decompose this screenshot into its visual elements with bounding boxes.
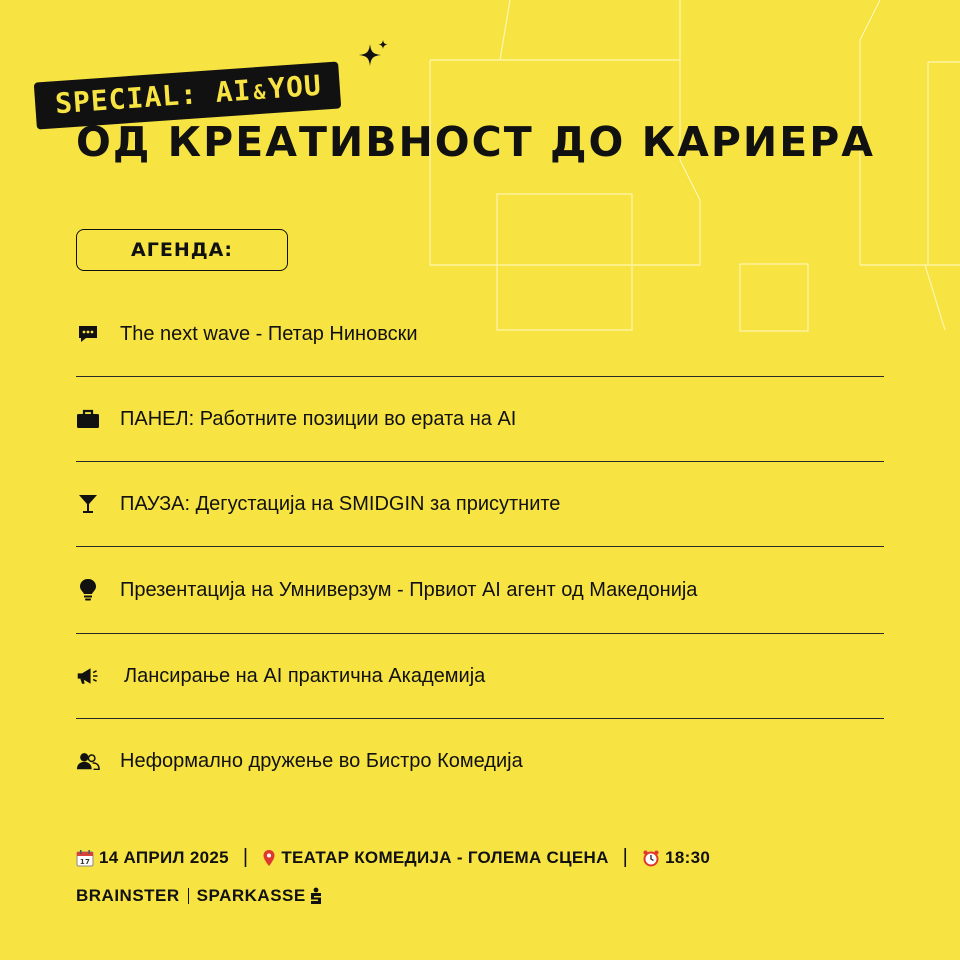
agenda-item-text: Неформално дружење во Бистро Комедија — [120, 749, 523, 772]
briefcase-icon — [76, 407, 100, 431]
sparkle-icon — [356, 38, 392, 74]
chat-bubble-icon — [76, 322, 100, 346]
agenda-item — [76, 314, 884, 354]
calendar-icon — [76, 849, 94, 867]
megaphone-icon — [76, 664, 100, 688]
divider — [76, 461, 884, 462]
sparkasse-logo: SPARKASSE — [196, 886, 306, 905]
logo-divider — [188, 888, 189, 904]
badge-text-part1: SPECIAL: AI — [54, 73, 253, 121]
separator: | — [242, 846, 249, 868]
badge-text-part2: YOU — [267, 68, 323, 106]
people-icon — [76, 749, 100, 773]
lightbulb-icon — [76, 578, 100, 602]
brainster-logo: BRAINSTER — [76, 886, 180, 905]
location-pin-icon — [262, 849, 276, 867]
sponsor-logos — [76, 886, 323, 906]
cocktail-glass-icon — [76, 492, 100, 516]
svg-text:17: 17 — [79, 857, 91, 866]
agenda-item — [76, 656, 884, 696]
divider — [76, 718, 884, 719]
agenda-label — [76, 229, 288, 271]
event-location: ТЕАТАР КОМЕДИЈА - ГОЛЕМА СЦЕНА — [281, 847, 609, 867]
divider — [76, 546, 884, 547]
agenda-item-text: Лансирање на AI практична Академија — [124, 664, 486, 687]
agenda-label-text: АГЕНДА: — [131, 239, 233, 261]
event-info — [76, 846, 710, 869]
agenda-item — [76, 570, 884, 610]
agenda-item-text: ПАУЗА: Дегустација на SMIDGIN за присутните — [120, 492, 561, 515]
divider — [76, 633, 884, 634]
sparkasse-s-icon — [309, 887, 323, 905]
event-date: 14 АПРИЛ 2025 — [99, 847, 229, 867]
agenda-item-text: ПАНЕЛ: Работните позиции во ерата на AI — [120, 407, 517, 430]
separator: | — [622, 846, 629, 868]
alarm-clock-icon — [642, 849, 660, 867]
badge-ampersand: & — [252, 79, 268, 105]
page-title: ОД КРЕАТИВНОСТ ДО КАРИЕРА — [76, 118, 876, 166]
event-time: 18:30 — [665, 847, 711, 867]
agenda-item-text: The next wave - Петар Ниновски — [120, 322, 418, 345]
agenda-item — [76, 399, 884, 439]
agenda-item — [76, 741, 884, 781]
agenda-item-text: Презентација на Умниверзум - Првиот AI агент од Македонија — [120, 578, 698, 601]
agenda-item — [76, 484, 884, 524]
divider — [76, 376, 884, 377]
